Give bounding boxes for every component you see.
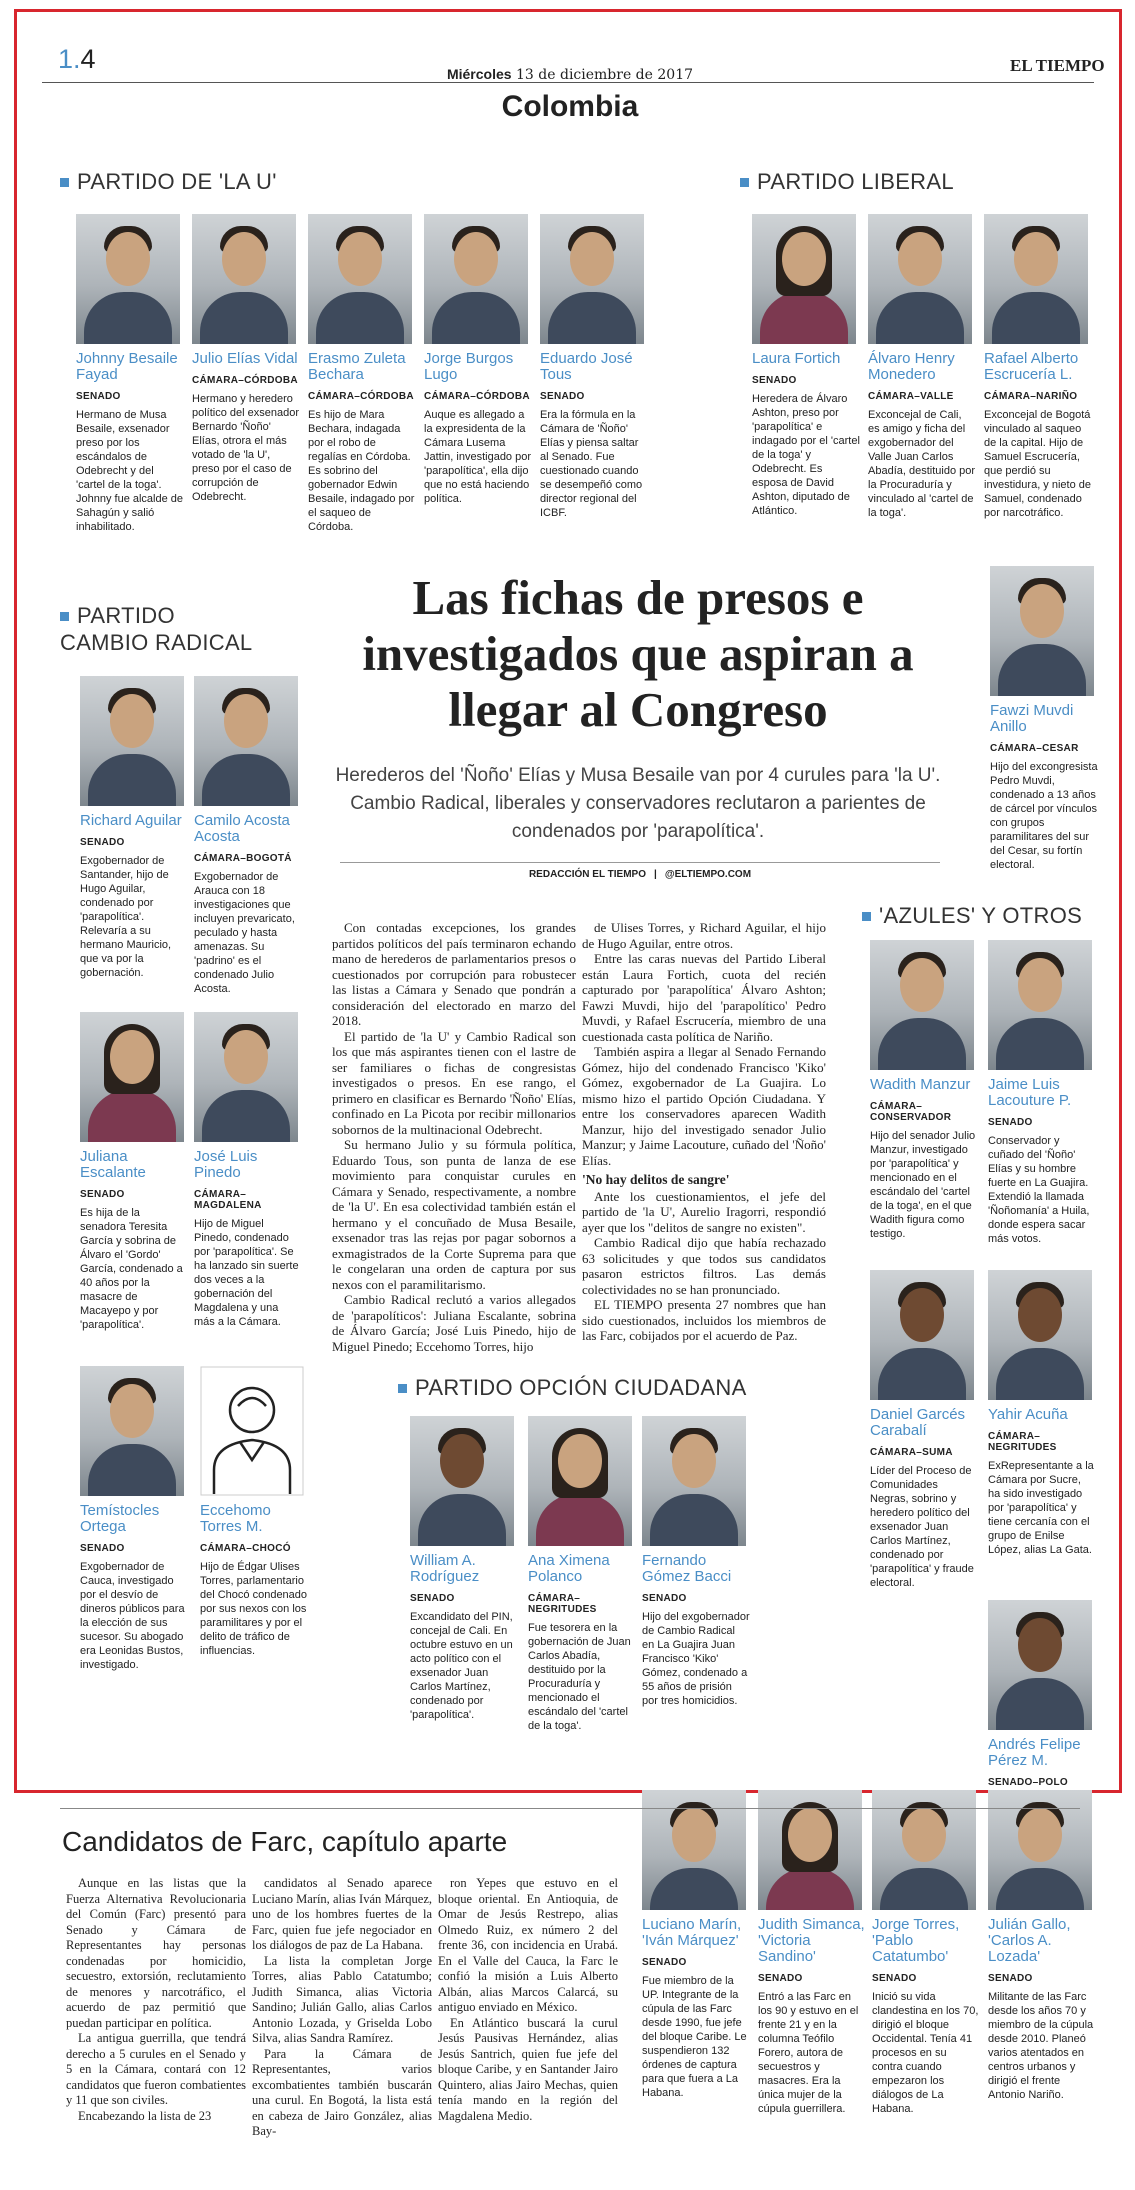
candidate-card [308,214,416,534]
candidate-name: Erasmo Zuleta Bechara [308,350,406,383]
candidate-card [200,1366,308,1658]
candidate-name: Johnny Besaile Fayad [76,350,178,383]
candidate-name: Julio Elías Vidal [192,350,298,367]
candidate-description: Hijo de Édgar Ulises Torres, parlamentario del Chocó condenado por sus nexos con los paramilitares y por el delito de tráfico de influencias. [200,1561,308,1657]
deck: Herederos del 'Ñoño' Elías y Musa Besaile van por 4 curules para 'la U'. Cambio Radical, liberales y conservadores reclutaron a parientes de condenados por 'parapolítica'. [335,765,941,842]
candidate-role: CÁMARA–NEGRITUDES [988,1431,1057,1453]
paragraph: Para la Cámara de Representantes, varios excombatientes también buscarán una curul. En Bogotá, la lista está en cabeza de Jairo González, alias Bay- [252,2046,432,2138]
candidate-description: Líder del Proceso de Comunidades Negras, sobrino y heredero político del exsenador Juan Carlos Martínez, condenado por 'parapolítica' y fraude electoral. [870,1465,974,1589]
candidate-photo [80,676,184,806]
page-number: 1.4 [58,44,96,74]
candidate-description: Inició su vida clandestina en los 70, dirigió el bloque Occidental. Tenía 41 procesos en su contra cuando empezaron los diálogos de La Habana. [872,1991,979,2115]
candidate-description: Exconcejal de Bogotá vinculado al saqueo de la capital. Hijo de Samuel Escrucería, que perdió su investidura, y nieto de Samuel, condenado por narcotráfico. [984,409,1092,519]
candidate-description: Exgobernador de Arauca con 18 investigaciones que incluyen prevaricato, peculado y hasta amenazas. Su 'padrino' es el condenado Julio Acosta. [194,871,295,995]
candidate-name: Andrés Felipe Pérez M. [988,1736,1081,1769]
paragraph: candidatos al Senado aparece Luciano Marín, alias Iván Márquez, uno de los hombres fuertes de la Farc, quien fue jefe negociador en los diálogos de paz de La Habana. [252,1876,432,1952]
candidate-role: SENADO [642,1957,687,1968]
candidate-photo [410,1416,514,1546]
section-title-u: PARTIDO DE 'LA U' [60,168,277,195]
candidate-description: Exconcejal de Cali, es amigo y ficha del exgobernador del Valle Juan Carlos Abadía, destituido por la Procuraduría y vinculado al 'cartel de la toga'. [868,409,976,519]
paragraph: Aunque en las listas que la Fuerza Alternativa Revolucionaria del Común (Farc) presentó para Senado y Cámara de Representantes hay personas condenadas por homicidio, secuestro, extorsión, reclutamiento de menores y narcotráfico, el acuerdo de paz permitió que puedan participar en política. [66,1876,246,2030]
candidate-role: CÁMARA–CÓRDOBA [192,375,298,386]
candidate-card [80,1012,188,1332]
candidate-role: SENADO [76,391,121,402]
placeholder-portrait-icon [200,1366,304,1496]
candidate-name: Richard Aguilar [80,812,182,829]
candidate-name: Eccehomo Torres M. [200,1502,271,1535]
candidate-role: SENADO [642,1593,687,1604]
candidate-card [988,940,1096,1246]
candidate-photo [308,214,412,344]
candidate-card [194,676,302,996]
candidate-photo [80,1366,184,1496]
candidate-name: Jorge Burgos Lugo [424,350,514,383]
candidate-name: Judith Simanca, 'Victoria Sandino' [758,1916,865,1965]
candidate-card [988,1270,1096,1557]
candidate-role: CÁMARA–CHOCÓ [200,1543,291,1554]
candidate-description: ExRepresentante a la Cámara por Sucre, ha sido investigado por 'parapolítica' y tiene cercanía con el grupo de Enilse López, alias La Gata. [988,1460,1094,1556]
candidate-card [870,1270,978,1590]
candidate-role: CÁMARA–SUMA [870,1447,953,1458]
candidate-card [988,1790,1096,2102]
candidate-description: Militante de las Farc desde los años 70 y miembro de la cúpula desde 2010. Planeó varios atentados en centros urbanos y dirigió el frente Antonio Nariño. [988,1991,1094,2101]
candidate-name: Fernando Gómez Bacci [642,1552,732,1585]
candidate-name: Laura Fortich [752,350,841,367]
section-title-cambio-radical: PARTIDO CAMBIO RADICAL [60,603,253,655]
candidate-description: Hijo del exgobernador de Cambio Radical en La Guajira Juan Francisco 'Kiko' Gómez, condenado a 55 años de prisión por tres homicidios. [642,1611,750,1707]
candidate-role: SENADO [758,1973,803,1984]
candidate-card [80,676,188,980]
candidate-description: Hermano y heredero político del exsenador Bernardo 'Ñoño' Elías, otrora el más votado de 'la U', preso por el caso de corrupción de Odebrecht. [192,393,300,503]
candidate-card [410,1416,518,1722]
candidate-description: Exgobernador de Santander, hijo de Hugo Aguilar, condenado por 'parapolítica'. Relevaría a su hermano Mauricio, que va por la gobernación. [80,855,172,979]
candidate-name: José Luis Pinedo [194,1148,258,1181]
candidate-role: CÁMARA–NARIÑO [984,391,1078,402]
candidate-description: Fue miembro de la UP. Integrante de la cúpula de las Farc desde 1990, fue jefe del bloque Caribe. Le suspendieron 132 órdenes de captura para que fuera a La Habana. [642,1975,747,2099]
candidate-description: Hijo del excongresista Pedro Muvdi, condenado a 13 años de cárcel por vínculos con grupos paramilitares del sur del Cesar, su fortín electoral. [990,761,1098,871]
candidate-card [528,1416,636,1733]
candidate-card [868,214,976,520]
candidate-photo [194,676,298,806]
farc-column-1 [66,1876,246,2124]
candidate-photo [988,1600,1092,1730]
candidate-photo [988,940,1092,1070]
candidate-description: Hijo de Miguel Pinedo, condenado por 'parapolítica'. Se ha lanzado sin suerte dos veces a la gobernación del Magdalena y una más a la Cámara. [194,1218,299,1328]
candidate-photo [988,1270,1092,1400]
candidate-role: CÁMARA–CÓRDOBA [424,391,530,402]
paragraph: Su hermano Julio y su fórmula política, Eduardo Tous, son punta de lanza de ese movimiento para conquistar curules en Cámara y Senado, respectivamente, a nombre de 'la U'. En esa colectividad también están el hermano y el concuñado de Musa Besaile, exsenador tras las rejas por pagar sobornos a exmagistrados de la Corte Suprema para que le congelaran una orden de captura por sus nexos con el paramilitarismo. [332,1137,576,1292]
paragraph: Cambio Radical dijo que había rechazado 63 solicitudes y que todos sus candidatos pasaron estrictos filtros. Las demás colectividades no se han pronunciado. [582,1235,826,1297]
farc-column-2 [252,1876,432,2140]
candidate-description: Conservador y cuñado del 'Ñoño' Elías y su hombre fuerte en La Guajira. Extendió la llamada 'Ñoñomanía' a Huila, donde espera sacar más votos. [988,1135,1090,1245]
paragraph: La lista la completan Jorge Torres, alias Pablo Catatumbo; Judith Simanca, alias Victoria Sandino; Julián Gallo, alias Carlos Antonio Lozada, y Griselda Lobo Silva, alias Sandra Ramírez. [252,1953,432,2045]
header-rule [42,82,1094,83]
section-title-opcion-ciudadana: PARTIDO OPCIÓN CIUDADANA [398,1374,747,1401]
section-title-azules: 'AZULES' Y OTROS [862,902,1082,929]
candidate-photo [984,214,1088,344]
candidate-card [752,214,860,518]
candidate-photo [868,214,972,344]
candidate-name: Julián Gallo, 'Carlos A. Lozada' [988,1916,1071,1965]
candidate-name: Juliana Escalante [80,1148,146,1181]
farc-title: Candidatos de Farc, capítulo aparte [62,1826,508,1857]
candidate-description: Fue tesorera en la gobernación de Juan Carlos Abadía, destituido por la Procuraduría y mencionado el escándalo del 'cartel de la toga'. [528,1622,631,1732]
candidate-card [870,940,978,1241]
paragraph: Ante los cuestionamientos, el jefe del partido de 'la U', Aurelio Iragorri, respondió ayer que los "delitos de sangre no existen". [582,1188,826,1235]
candidate-name: Wadith Manzur [870,1076,971,1093]
candidate-description: Excandidato del PIN, concejal de Cali. En octubre estuvo en un acto político con el exsenador Juan Carlos Martínez, condenado por 'parapolítica'. [410,1611,513,1721]
paragraph: La antigua guerrilla, que tendrá derecho a 5 curules en el Senado y 5 en la Cámara, contará con 12 candidatos que fueron combatientes y 11 que son civiles. [66,2031,246,2107]
candidate-role: CÁMARA–VALLE [868,391,954,402]
candidate-card [540,214,648,520]
candidate-name: Fawzi Muvdi Anillo [990,702,1074,735]
candidate-card [642,1416,750,1708]
candidate-description: Entró a las Farc en los 90 y estuvo en el frente 21 y en la columna Teófilo Forero, autora de secuestros y masacres. Era la única mujer de la cúpula guerrillera. [758,1991,859,2115]
candidate-role: SENADO [752,375,797,386]
candidate-photo [528,1416,632,1546]
candidate-role: CÁMARA–CONSERVADOR [870,1101,952,1123]
paragraph: EL TIEMPO presenta 27 nombres que han sido cuestionados, incluidos los miembros de las Farc, cobijados por el acuerdo de Paz. [582,1297,826,1343]
candidate-role: SENADO [988,1117,1033,1128]
candidate-role: SENADO [872,1973,917,1984]
candidate-role: CÁMARA–CÓRDOBA [308,391,414,402]
candidate-name: Rafael Alberto Escrucería L. [984,350,1079,383]
candidate-card [194,1012,302,1329]
candidate-description: Es hija de la senadora Teresita García y sobrina de Álvaro el 'Gordo' García, condenado a 40 años por la masacre de Macayepo y por 'parapolítica'. [80,1207,183,1331]
headline: Las fichas de presos e investigados que aspiran a llegar al Congreso [362,570,914,737]
candidate-name: Jaime Luis Lacouture P. [988,1076,1072,1109]
section-name: Colombia [501,90,639,123]
candidate-photo [642,1416,746,1546]
candidate-name: Camilo Acosta Acosta [194,812,290,845]
candidate-role: SENADO [540,391,585,402]
paragraph: de Ulises Torres, y Richard Aguilar, el hijo de Hugo Aguilar, entre otros. [582,920,826,951]
candidate-role: SENADO [80,1543,125,1554]
candidate-photo [194,1012,298,1142]
candidate-role: SENADO [80,1189,125,1200]
article-column-1 [332,920,576,1354]
candidate-photo [192,214,296,344]
issue-date: Miércoles 13 de diciembre de 2017 [446,66,694,83]
paragraph: Con contadas excepciones, los grandes partidos políticos del país terminaron echando mano de herederos de parlamentarios presos o cuestionados por corrupción para robustecer las listas a Cámara y Senado que pondrán a consideración del electorado en marzo del 2018. [332,920,576,1028]
candidate-name: Daniel Garcés Carabalí [870,1406,966,1439]
section-title-liberal: PARTIDO LIBERAL [740,168,954,195]
paragraph: Entre las caras nuevas del Partido Liberal están Laura Fortich, cuota del recién capturado por 'parapolítica' Álvaro Ashton; Fawzi Muvdi, hijo del 'parapolítico' Pedro Muvdi, y Rafael Escrucería, miembro de una cuestionada casta política de Nariño. [582,951,826,1044]
candidate-description: Auque es allegado a la expresidenta de la Cámara Lusema Jattin, investigado por 'parapolítica', ella dijo que no está haciendo política. [424,409,532,505]
candidate-description: Exgobernador de Cauca, investigado por el desvío de dineros públicos para la elección de sus sucesor. Su abogado era Leonidas Bustos, investigado. [80,1561,185,1671]
candidate-card [192,214,300,504]
candidate-photo [76,214,180,344]
paragraph: En Atlántico buscará la curul Jesús Pausivas Hernández, alias Jesús Santrich, quien fue jefe del bloque Caribe, y en Santander Jairo Quintero, alias Jairo Mechas, quien tenía mando en la región del Magdalena Medio. [438,2015,618,2123]
candidate-card [642,1790,750,2100]
candidate-description: Hijo del senador Julio Manzur, investigado por 'parapolítica' y mencionado en el escándalo del 'cartel de la toga', en el que Wadith figura como testigo. [870,1130,976,1240]
candidate-name: Álvaro Henry Monedero [868,350,955,383]
candidate-name: Ana Ximena Polanco [528,1552,610,1585]
candidate-photo [424,214,528,344]
newspaper-logo: EL TIEMPO [1010,56,1105,75]
candidate-card [872,1790,980,2116]
candidate-description: Es hijo de Mara Bechara, indagada por el robo de regalías en Córdoba. Es sobrino del gobernador Edwin Besaile, indagado por el saqueo de Córdoba. [308,409,415,533]
paragraph: Encabezando la lista de 23 [78,2108,212,2123]
candidate-name: William A. Rodríguez [410,1552,480,1585]
paragraph: ron Yepes que estuvo en el bloque oriental. En Antioquia, de Omar de Jesús Restrepo, alias Olmedo Ruiz, ex número 2 del frente 36, con incidencia en Urabá. En el Valle del Cauca, la Farc le confió la misión a Luis Alberto Albán, alias Marcos Calarcá, su antiguo enviado en México. [438,1876,618,2014]
candidate-role: SENADO [80,837,125,848]
candidate-description: Heredera de Álvaro Ashton, preso por 'parapolítica' e indagado por el 'cartel de la toga' y Odebrecht. Es esposa de David Ashton, diputado de Atlántico. [752,393,860,517]
candidate-card [758,1790,866,2116]
candidate-role: SENADO [988,1973,1033,1984]
candidate-role: CÁMARA–MAGDALENA [194,1189,262,1211]
candidate-photo [80,1012,184,1142]
candidate-role: CÁMARA–BOGOTÁ [194,853,292,864]
candidate-description: Era la fórmula en la Cámara de 'Ñoño' Elías y piensa saltar al Senado. Fue cuestionado cuando se desempeñó como director regional del ICBF. [540,409,643,519]
candidate-role: CÁMARA–NEGRITUDES [528,1593,597,1615]
candidate-photo [990,566,1094,696]
candidate-role: CÁMARA–CESAR [990,743,1079,754]
candidate-photo [540,214,644,344]
candidate-card [990,566,1098,872]
candidate-role: SENADO–POLO [988,1777,1068,1788]
candidate-name: Eduardo José Tous [540,350,633,383]
candidate-card [984,214,1092,520]
section-separator [60,1808,1080,1809]
article-column-2 [582,920,826,1344]
paragraph: Cambio Radical reclutó a varios allegados de 'parapolíticos': Juliana Escalante, sobrina de Álvaro García; José Luis Pinedo, hijo de Miguel Pinedo; Eccehomo Torres, hijo [332,1292,576,1354]
candidate-photo [870,1270,974,1400]
candidate-name: Yahir Acuña [988,1406,1068,1423]
candidate-description: Hermano de Musa Besaile, exsenador preso por los escándalos de Odebrecht y del 'cartel de la toga'. Johnny fue alcalde de Sahagún y salió inhabilitado. [76,409,184,533]
candidate-name: Jorge Torres, 'Pablo Catatumbo' [872,1916,960,1965]
candidate-photo [752,214,856,344]
candidate-name: Luciano Marín, 'Iván Márquez' [642,1916,742,1949]
candidate-name: Temístocles Ortega [80,1502,160,1535]
farc-column-3 [438,1876,618,2124]
byline: REDACCIÓN EL TIEMPO | @ELTIEMPO.COM [340,862,940,880]
candidate-role: SENADO [410,1593,455,1604]
candidate-photo [870,940,974,1070]
candidate-card [76,214,184,534]
candidate-card [424,214,532,506]
article-subhead: 'No hay delitos de sangre' [582,1172,730,1187]
paragraph: También aspira a llegar al Senado Fernando Gómez, hijo del condenado Francisco 'Kiko' Gómez, exgobernador de La Guajira. Lo mismo hizo el partido Opción Ciudadana. Y entre los conservadores aparecen Wadith Manzur, hijo del investigado senador Julio Manzur; y Jaime Lacouture, cuñado del 'Ñoño' Elías. [582,1044,826,1168]
paragraph: El partido de 'la U' y Cambio Radical son los que más aspirantes tienen con el lastre de ser familiares o fichas de congresistas investigados o presos. En ese rango, el primero en clasificar es Bernardo 'Ñoño' Elías, confinado en La Picota por recibir millonarios sobornos de la multinacional Odebrecht. [332,1028,576,1137]
candidate-card [80,1366,188,1672]
